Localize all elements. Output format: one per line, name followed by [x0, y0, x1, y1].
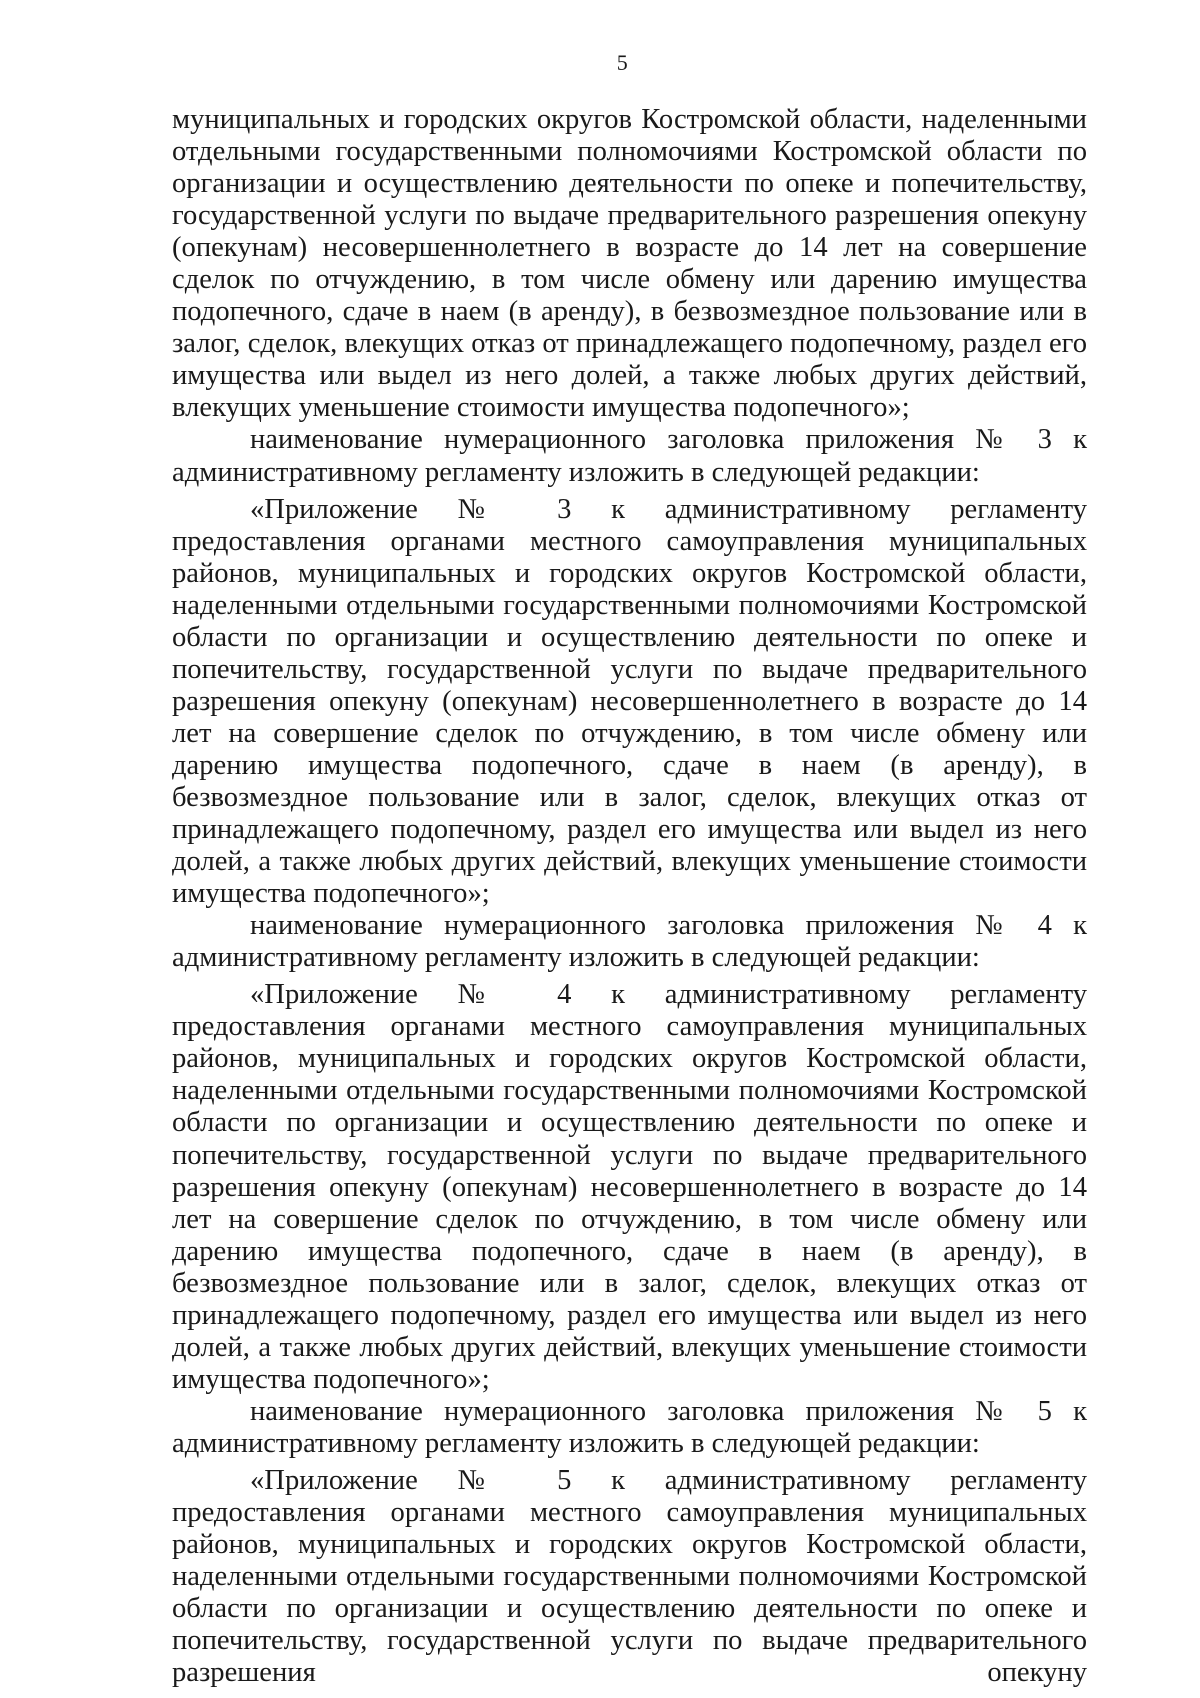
paragraph-heading-instruction-4: наименование нумерационного заголовка приложения № 4 к административному регламенту изложить в следующей редакции: — [172, 910, 1087, 974]
paragraph-heading-instruction-5: наименование нумерационного заголовка приложения № 5 к административному регламенту изложить в следующей редакции: — [172, 1395, 1087, 1459]
paragraph-continuation: муниципальных и городских округов Костромской области, наделенными отдельными государственными полномочиями Костромской области по организации и осуществлению деятельности по опеке и попечительству, государственной услуги по выдаче предварительного разрешения опекуну (опекунам) несовершеннолетнего в возрасте до 14 лет на совершение сделок по отчуждению, в том числе обмену или дарению имущества подопечного, сдаче в наем (в аренду), в безвозмездное пользование или в залог, сделок, влекущих отказ от принадлежащего подопечному, раздел его имущества или выдел из него долей, а также любых других действий, влекущих уменьшение стоимости имущества подопечного»; — [172, 104, 1087, 424]
paragraph-appendix-4-title: «Приложение № 4 к административному регламенту предоставления органами местного самоуправления муниципальных районов, муниципальных и городских округов Костромской области, наделенными отдельными государственными полномочиями Костромской области по организации и осуществлению деятельности по опеке и попечительству, государственной услуги по выдаче предварительного разрешения опекуну (опекунам) несовершеннолетнего в возрасте до 14 лет на совершение сделок по отчуждению, в том числе обмену или дарению имущества подопечного, сдаче в наем (в аренду), в безвозмездное пользование или в залог, сделок, влекущих отказ от принадлежащего подопечному, раздел его имущества или выдел из него долей, а также любых других действий, влекущих уменьшение стоимости имущества подопечного»; — [172, 979, 1087, 1395]
paragraph-appendix-5-title: «Приложение № 5 к административному регламенту предоставления органами местного самоуправления муниципальных районов, муниципальных и городских округов Костромской области, наделенными отдельными государственными полномочиями Костромской области по организации и осуществлению деятельности по опеке и попечительству, государственной услуги по выдаче предварительного разрешения опекуну — [172, 1464, 1087, 1689]
paragraph-heading-instruction-3: наименование нумерационного заголовка приложения № 3 к административному регламенту изложить в следующей редакции: — [172, 424, 1087, 488]
document-body — [172, 104, 1087, 1689]
paragraph-appendix-3-title: «Приложение № 3 к административному регламенту предоставления органами местного самоуправления муниципальных районов, муниципальных и городских округов Костромской области, наделенными отдельными государственными полномочиями Костромской области по организации и осуществлению деятельности по опеке и попечительству, государственной услуги по выдаче предварительного разрешения опекуну (опекунам) несовершеннолетнего в возрасте до 14 лет на совершение сделок по отчуждению, в том числе обмену или дарению имущества подопечного, сдаче в наем (в аренду), в безвозмездное пользование или в залог, сделок, влекущих отказ от принадлежащего подопечному, раздел его имущества или выдел из него долей, а также любых других действий, влекущих уменьшение стоимости имущества подопечного»; — [172, 493, 1087, 910]
page-number: 5 — [616, 50, 629, 75]
